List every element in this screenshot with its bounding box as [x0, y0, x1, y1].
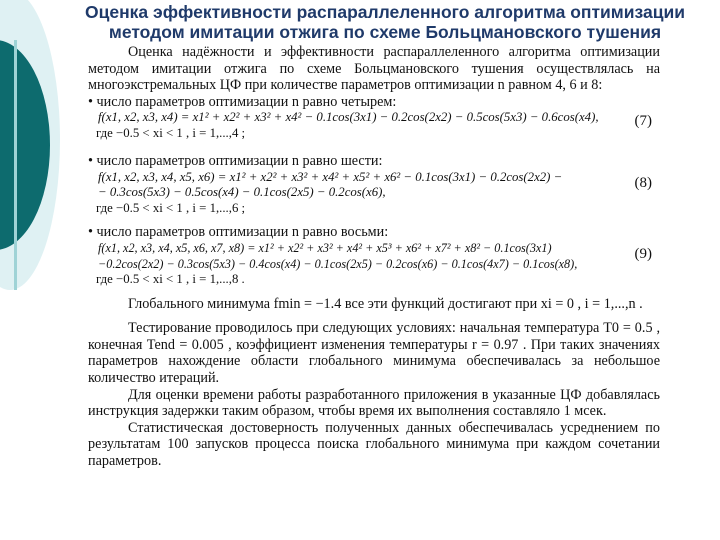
equation-9 — [88, 241, 660, 272]
global-minimum-paragraph: Глобального минимума fmin = −1.4 все эти функций достигают при xi = 0 , i = 1,...,n . — [128, 295, 643, 312]
equation-8 — [88, 170, 660, 201]
equation-9-line2: −0.2cos(2x2) − 0.3cos(5x3) − 0.4cos(x4) − 0.1cos(2x5) − 0.2cos(x6) − 0.1cos(4x7) − 0.1cos(x8), — [98, 256, 578, 271]
equation-9-line1: f(x1, x2, x3, x4, x5, x6, x7, x8) = x1² + x2² + x3² + x4² + x5³ + x6² + x7² + x8² − 0.1cos(3x1) — [98, 241, 552, 256]
equation-8-number: (8) — [634, 174, 652, 191]
equation-7 — [88, 110, 660, 130]
condition-8: где −0.5 < xi < 1 , i = 1,...,6 ; — [96, 200, 246, 215]
slide-title: Оценка эффективности распараллеленного алгоритма оптимизации методом имитации отжига по схеме Больцмановского тушения — [85, 2, 685, 42]
bullet-eight-params: • число параметров оптимизации n равно восьми: — [88, 224, 389, 241]
decor-bar — [14, 40, 17, 290]
bullet-six-params: • число параметров оптимизации n равно шести: — [88, 153, 383, 170]
equation-8-line2: − 0.3cos(5x3) − 0.5cos(x4) − 0.1cos(2x5) − 0.2cos(x6), — [98, 185, 386, 200]
timing-paragraph: Для оценки времени работы разработанного приложения в указанные ЦФ добавлялась инструкция задержки таким образом, чтобы время их выполнения составляло 1 мсек. — [88, 386, 660, 420]
document-body — [88, 44, 660, 470]
equation-7-text: f(x1, x2, x3, x4) = x1² + x2² + x3² + x4² − 0.1cos(3x1) − 0.2cos(2x2) − 0.5cos(5x3) − 0.6cos(x4), — [98, 110, 599, 125]
equation-9-number: (9) — [634, 246, 652, 263]
stats-paragraph: Статистическая достоверность полученных данных обеспечивалась усреднением по результатам 100 запусков процесса поиска глобального минимума при каждом сочетании параметров. — [88, 419, 660, 469]
testing-paragraph: Тестирование проводилось при следующих условиях: начальная температура T0 = 0.5 , конечная Tend = 0.005 , коэффициент изменения температуры r = 0.97 . При таких значениях параметров нахождение области глобального минимума обеспечивалась за небольшое количество итераций. — [88, 320, 660, 386]
condition-9: где −0.5 < xi < 1 , i = 1,...,8 . — [96, 272, 245, 287]
equation-8-line1: f(x1, x2, x3, x4, x5, x6) = x1² + x2² + x3² + x4² + x5² + x6² − 0.1cos(3x1) − 0.2cos(2x2) − — [98, 169, 563, 184]
bullet-four-params: • число параметров оптимизации n равно четырем: — [88, 93, 397, 110]
equation-7-number: (7) — [634, 113, 652, 130]
slide-decoration — [0, 0, 78, 540]
intro-paragraph: Оценка надёжности и эффективности распараллеленного алгоритма оптимизации методом имитации отжига по схеме Больцмановского тушения осуществлялась на многоэкстремальных ЦФ при количестве параметров оптимизации n равном 4, 6 и 8: — [88, 44, 660, 94]
condition-7: где −0.5 < xi < 1 , i = 1,...,4 ; — [96, 125, 246, 140]
